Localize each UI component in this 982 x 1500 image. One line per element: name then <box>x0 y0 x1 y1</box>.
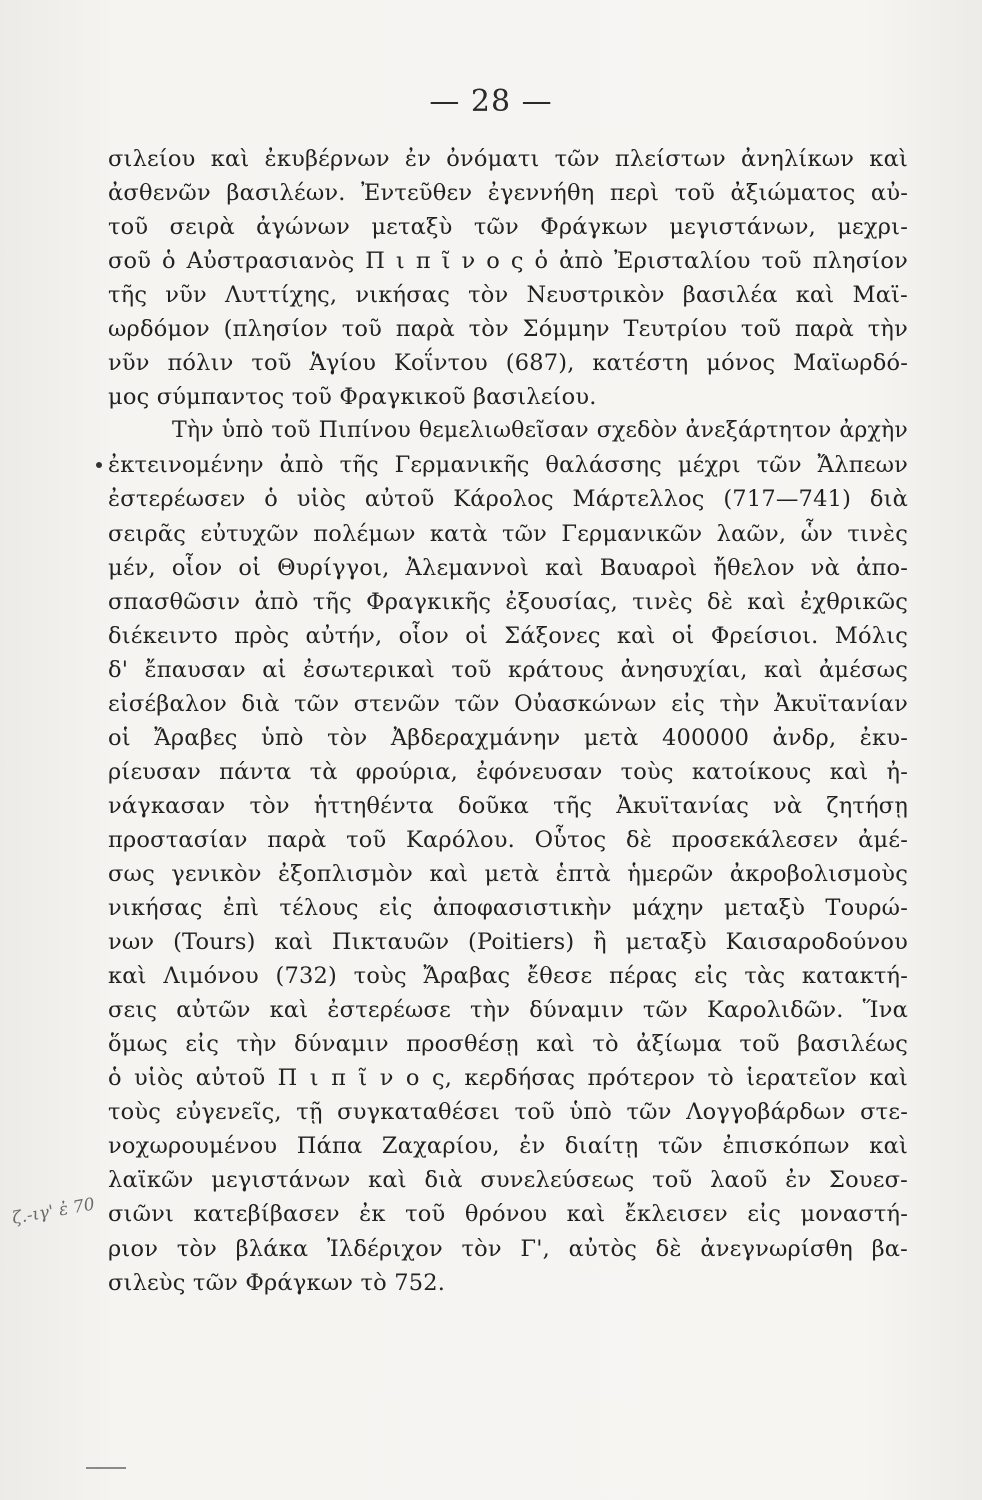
text-line: ἐκτεινομένην ἀπὸ τῆς Γερμανικῆς θαλάσσης μέχρι τῶν Ἄλπεων <box>108 452 908 479</box>
text-line: προστασίαν παρὰ τοῦ Καρόλου. Οὗτος δὲ προσεκάλεσεν ἀμέ- <box>108 826 908 853</box>
text-line: σιλεὺς τῶν Φράγκων τὸ 752. <box>108 1269 446 1296</box>
text-line: μέν, οἷον οἱ Θυρίγγοι, Ἀλεμαννοὶ καὶ Βαυαροὶ ἤθελον νὰ ἀπο- <box>108 554 908 581</box>
body-text <box>108 142 908 1300</box>
page-number: — 28 — <box>429 84 553 119</box>
bottom-pencil-mark <box>86 1467 126 1469</box>
text-line: ρίευσαν πάντα τὰ φρούρια, ἐφόνευσαν τοὺς κατοίκους καὶ ἠ- <box>108 758 908 785</box>
margin-note-text: ζ.-ιγ' ἐ 70 <box>10 1194 97 1229</box>
text-line: νικήσας ἐπὶ τέλους εἰς ἀποφασιστικὴν μάχην μεταξὺ Τουρώ- <box>108 895 908 922</box>
text-line: νοχωρουμένου Πάπα Ζαχαρίου, ἐν διαίτῃ τῶν ἐπισκόπων καὶ <box>108 1133 908 1160</box>
text-line: εἰσέβαλον διὰ τῶν στενῶν τῶν Οὐασκώνων εἰς τὴν Ἀκυϊτανίαν <box>108 690 908 717</box>
text-line: σιλείου καὶ ἐκυβέρνων ἐν ὀνόματι τῶν πλείστων ἀνηλίκων καὶ <box>108 146 908 172</box>
text-line: σιῶνι κατεβίβασεν ἐκ τοῦ θρόνου καὶ ἔκλεισεν εἰς μοναστή- <box>108 1201 908 1228</box>
text-line: νῦν πόλιν τοῦ Ἁγίου Κοΐντου (687), κατέστη μόνος Μαϊωρδό- <box>108 350 908 377</box>
text-line: σοῦ ὁ Αὐστρασιανὸς Π ι π ῖ ν ο ς ὁ ἀπὸ Ἐρισταλίου τοῦ πλησίον <box>108 248 908 275</box>
text-line: νάγκασαν τὸν ἡττηθέντα δοῦκα τῆς Ἀκυϊτανίας νὰ ζητήσῃ <box>108 792 908 819</box>
text-line: δ' ἔπαυσαν αἱ ἐσωτερικαὶ τοῦ κράτους ἀνησυχίαι, καὶ ἀμέσως <box>108 656 908 683</box>
text-line: ὁ υἱὸς αὐτοῦ Π ι π ῖ ν ο ς, κερδήσας πρότερον τὸ ἱερατεῖον καὶ <box>108 1065 908 1092</box>
text-line: τοῦ σειρὰ ἀγώνων μεταξὺ τῶν Φράγκων μεγιστάνων, μεχρι- <box>108 214 908 241</box>
text-line: ἀσθενῶν βασιλέων. Ἐντεῦθεν ἐγεννήθη περὶ τοῦ ἀξιώματος αὐ- <box>108 180 908 207</box>
text-line: λαϊκῶν μεγιστάνων καὶ διὰ συνελεύσεως τοῦ λαοῦ ἐν Σουεσ- <box>108 1167 908 1194</box>
text-line: σειρᾶς εὐτυχῶν πολέμων κατὰ τῶν Γερμανικῶν λαῶν, ὧν τινὲς <box>108 520 908 547</box>
text-line: διέκειντο πρὸς αὐτήν, οἷον οἱ Σάξονες καὶ οἱ Φρείσιοι. Μόλις <box>108 622 908 649</box>
text-line: ἐστερέωσεν ὁ υἱὸς αὐτοῦ Κάρολος Μάρτελλος (717—741) διὰ <box>108 486 908 513</box>
text-line: σεις αὐτῶν καὶ ἐστερέωσε τὴν δύναμιν τῶν Καρολιδῶν. Ἵνα <box>108 997 908 1024</box>
text-line: τῆς νῦν Λυττίχης, νικήσας τὸν Νευστρικὸν βασιλέα καὶ Μαϊ- <box>108 282 908 309</box>
text-line: καὶ Λιμόνου (732) τοὺς Ἄραβας ἔθεσε πέρας εἰς τὰς κατακτή- <box>108 963 908 990</box>
text-line: σπασθῶσιν ἀπὸ τῆς Φραγκικῆς ἐξουσίας, τινὲς δὲ καὶ ἐχθρικῶς <box>108 588 908 615</box>
text-line: ωρδόμον (πλησίον τοῦ παρὰ τὸν Σόμμην Τευτρίου τοῦ παρὰ τὴν <box>108 316 908 343</box>
paragraph-mark <box>96 462 102 468</box>
handwritten-margin-note <box>10 1194 105 1275</box>
text-line: οἱ Ἄραβες ὑπὸ τὸν Ἀβδεραχμάνην μετὰ 400000 ἀνδρ, ἐκυ- <box>108 724 908 751</box>
text-line: μος σύμπαντος τοῦ Φραγκικοῦ βασιλείου. <box>108 384 597 411</box>
text-line: Τὴν ὑπὸ τοῦ Πιπίνου θεμελιωθεῖσαν σχεδὸν ἀνεξάρτητον ἀρχὴν <box>172 418 908 444</box>
text-line: ὅμως εἰς τὴν δύναμιν προσθέσῃ καὶ τὸ ἀξίωμα τοῦ βασιλέως <box>108 1031 908 1058</box>
text-line: νων (Tours) καὶ Πικταυῶν (Poitiers) ἢ μεταξὺ Καισαροδούνου <box>108 929 908 956</box>
text-line: τοὺς εὐγενεῖς, τῇ συγκαταθέσει τοῦ ὑπὸ τῶν Λογγοβάρδων στε- <box>108 1099 908 1126</box>
text-line: ριον τὸν βλάκα Ἰλδέριχον τὸν Γ', αὐτὸς δὲ ἀνεγνωρίσθη βα- <box>108 1235 908 1262</box>
text-line: σως γενικὸν ἐξοπλισμὸν καὶ μετὰ ἑπτὰ ἡμερῶν ἀκροβολισμοὺς <box>108 860 908 887</box>
